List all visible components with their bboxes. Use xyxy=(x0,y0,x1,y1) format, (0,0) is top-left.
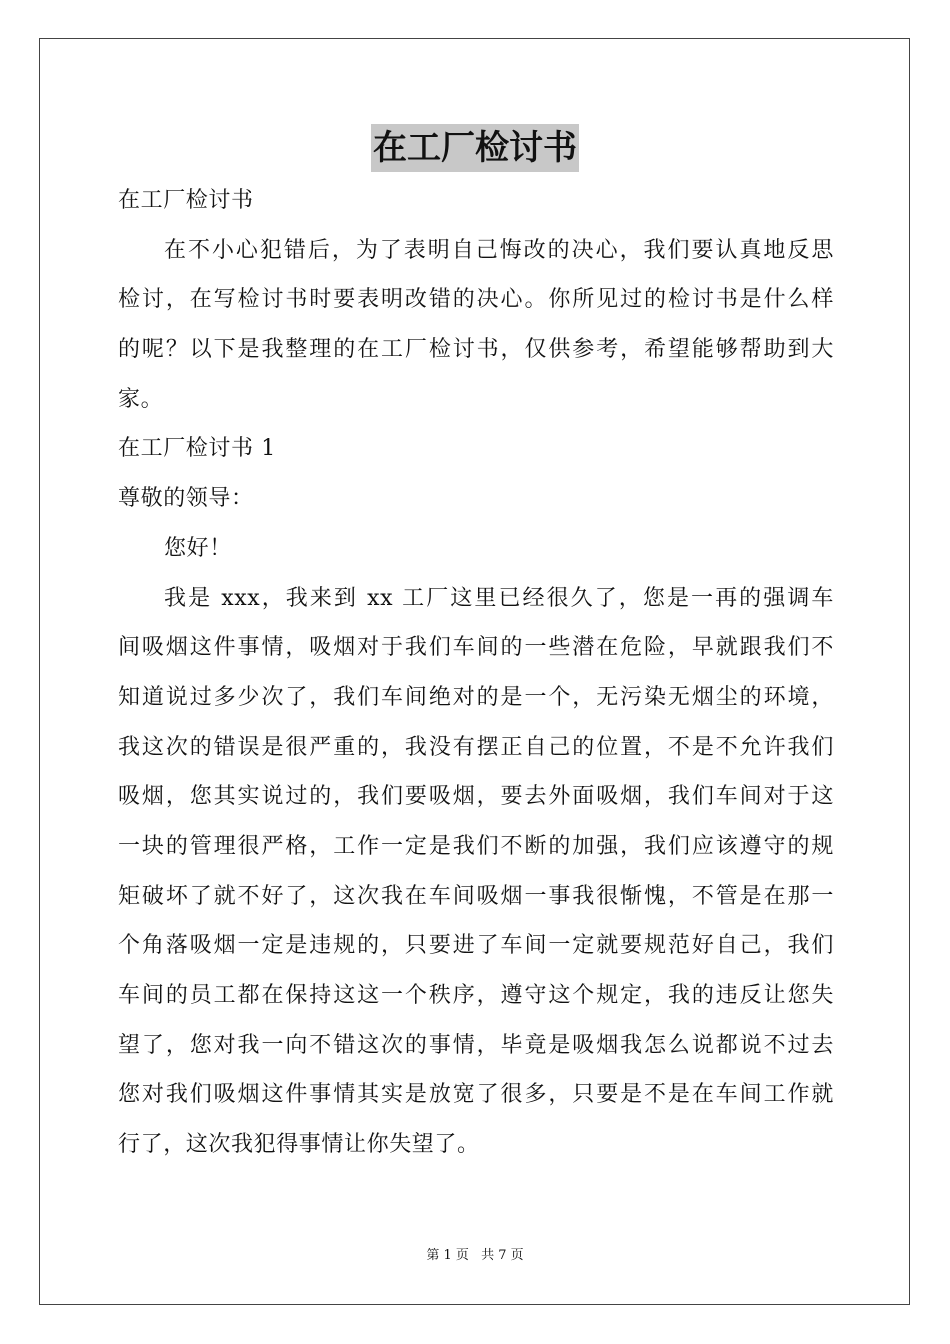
text-line: 我是 xxx，我来到 xx 工厂这里已经很久了，您是一再的强调车 xyxy=(164,585,834,611)
text-line: 个角落吸烟一定是违规的，只要进了车间一定就要规范好自己，我们 xyxy=(118,933,834,959)
title-container xyxy=(0,124,950,172)
text-line: 矩破坏了就不好了，这次我在车间吸烟一事我很惭愧，不管是在那一 xyxy=(118,883,834,909)
document-body xyxy=(118,176,834,1170)
text-line: 家。 xyxy=(118,386,164,412)
text-line: 我这次的错误是很严重的，我没有摆正自己的位置，不是不允许我们 xyxy=(118,734,834,760)
text-line: 车间的员工都在保持这这一个秩序，遵守这个规定，我的违反让您失 xyxy=(118,983,834,1008)
text-line: 检讨，在写检讨书时要表明改错的决心。你所见过的检讨书是什么样 xyxy=(118,287,834,313)
text-line: 在工厂检讨书 xyxy=(118,188,254,213)
text-line: 望了，您对我一向不错这次的事情，毕竟是吸烟我怎么说都说不过去 xyxy=(118,1032,834,1058)
text-line: 行了，这次我犯得事情让你失望了。 xyxy=(118,1132,480,1158)
text-line: 间吸烟这件事情，吸烟对于我们车间的一些潜在危险，早就跟我们不 xyxy=(118,635,834,661)
page-number: 第 1 页 xyxy=(426,1248,469,1263)
text-line: 您好！ xyxy=(164,535,232,561)
page-footer xyxy=(0,1247,950,1265)
text-line: 的呢？以下是我整理的在工厂检讨书，仅供参考，希望能够帮助到大 xyxy=(118,337,834,363)
text-line: 在工厂检讨书 1 xyxy=(118,436,276,462)
text-line: 您对我们吸烟这件事情其实是放宽了很多，只要是不是在车间工作就 xyxy=(118,1082,834,1108)
text-line: 尊敬的领导： xyxy=(118,486,254,512)
text-line: 知道说过多少次了，我们车间绝对的是一个，无污染无烟尘的环境， xyxy=(118,684,834,710)
text-line: 吸烟，您其实说过的，我们要吸烟，要去外面吸烟，我们车间对于这 xyxy=(118,784,834,810)
text-line: 一块的管理很严格，工作一定是我们不断的加强，我们应该遵守的规 xyxy=(118,833,834,859)
page-total: 共 7 页 xyxy=(481,1248,524,1263)
document-title: 在工厂检讨书 xyxy=(371,124,579,172)
text-line: 在不小心犯错后，为了表明自己悔改的决心，我们要认真地反思 xyxy=(164,237,834,263)
